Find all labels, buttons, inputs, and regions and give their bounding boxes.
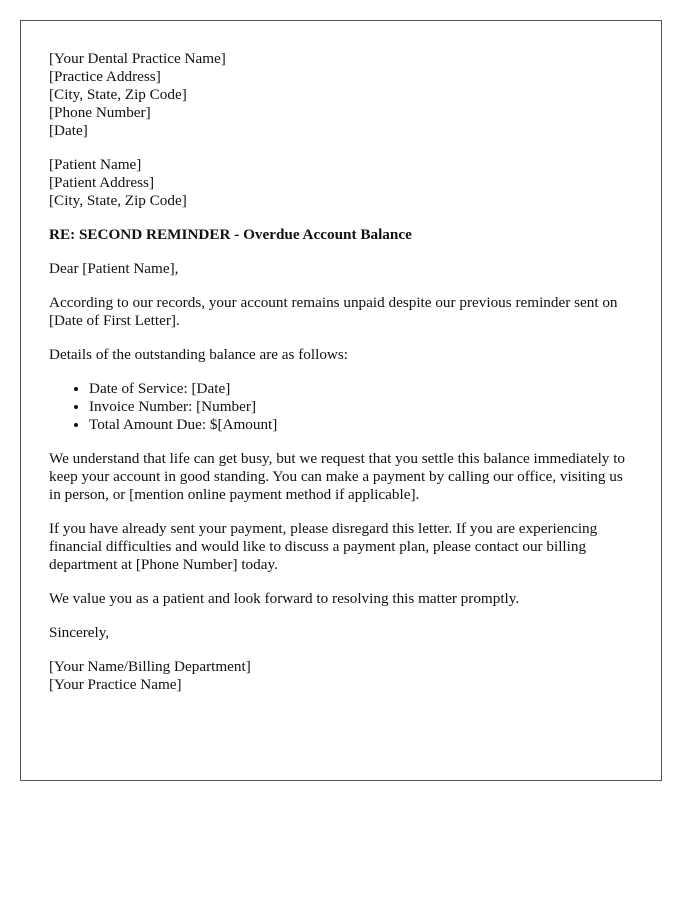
subject-line: RE: SECOND REMINDER - Overdue Account Balance <box>49 226 412 243</box>
detail-total-amount-due: • Total Amount Due: $[Amount] <box>89 416 633 434</box>
sender-phone: [Phone Number] <box>49 104 151 121</box>
sender-city-state-zip: [City, State, Zip Code] <box>49 86 187 103</box>
recipient-name: [Patient Name] <box>49 156 142 173</box>
recipient-address: [Patient Address] <box>49 174 155 191</box>
salutation: Dear [Patient Name], <box>49 260 179 277</box>
recipient-city-state-zip: [City, State, Zip Code] <box>49 192 187 209</box>
closing: Sincerely, <box>49 624 110 641</box>
intro-paragraph: According to our records, your account remains unpaid despite our previous reminder sent on [Date of First Letter]. <box>49 294 618 329</box>
details-intro: Details of the outstanding balance are as follows: <box>49 346 349 363</box>
sender-address: [Practice Address] <box>49 68 161 85</box>
details-list <box>49 380 633 434</box>
letter-page <box>20 20 662 781</box>
signature-practice: [Your Practice Name] <box>49 676 182 693</box>
detail-invoice-number: • Invoice Number: [Number] <box>89 398 633 416</box>
signature-block <box>49 658 633 694</box>
request-paragraph: We understand that life can get busy, but we request that you settle this balance immediately to keep your account in good standing. You can make a payment by calling our office, visiting us in person, or [mention online payment method if applicable]. <box>49 450 626 503</box>
recipient-block <box>49 156 633 210</box>
sender-practice-name: [Your Dental Practice Name] <box>49 50 226 67</box>
sender-block <box>49 50 633 140</box>
signature-name: [Your Name/Billing Department] <box>49 658 251 675</box>
disregard-paragraph: If you have already sent your payment, please disregard this letter. If you are experiencing financial difficulties and would like to discuss a payment plan, please contact our billing department at [Phone Number] today. <box>49 520 598 573</box>
detail-date-of-service: • Date of Service: [Date] <box>89 380 633 398</box>
letter-date: [Date] <box>49 122 88 139</box>
closing-note-paragraph: We value you as a patient and look forward to resolving this matter promptly. <box>49 590 520 607</box>
